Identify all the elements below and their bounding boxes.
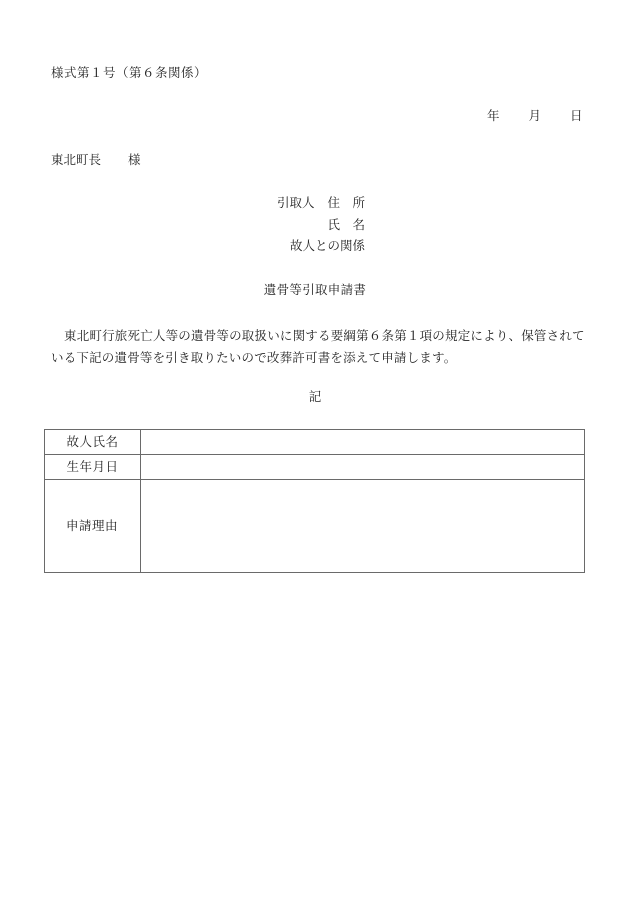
applicant-block — [277, 197, 365, 262]
table-row-application-reason — [45, 480, 585, 573]
table-row-birth-date — [45, 455, 585, 480]
date-month-label: 月 — [528, 108, 542, 123]
ki-heading: 記 — [308, 389, 322, 404]
birth-date-field[interactable] — [141, 455, 585, 480]
application-reason-field[interactable] — [141, 480, 585, 573]
birth-date-label: 生年月日 — [45, 455, 141, 480]
address-label: 住 所 — [327, 195, 365, 210]
document-title: 遺骨等引取申請書 — [263, 282, 367, 297]
detail-table — [44, 429, 585, 573]
applicant-address-row — [277, 197, 365, 219]
addressee — [51, 154, 141, 167]
application-reason-label: 申請理由 — [45, 480, 141, 573]
deceased-name-label: 故人氏名 — [45, 430, 141, 455]
name-label: 氏 名 — [327, 216, 365, 232]
table-row-deceased-name — [45, 430, 585, 455]
applicant-relation-row — [277, 240, 365, 262]
date-day-label: 日 — [570, 108, 583, 123]
applicant-name-row — [277, 216, 365, 241]
date-line — [487, 110, 583, 123]
relation-label: 故人との関係 — [289, 238, 365, 253]
applicant-label: 引取人 — [276, 195, 315, 210]
form-number: 様式第１号（第６条関係） — [51, 65, 208, 80]
deceased-name-field[interactable] — [141, 430, 585, 455]
addressee-honorific: 様 — [128, 152, 141, 167]
date-year-label: 年 — [487, 108, 500, 123]
body-paragraph: 東北町行旅死亡人等の遺骨等の取扱いに関する要綱第６条第１項の規定により、保管されている下記の遺骨等を引き取りたいので改葬許可書を添えて申請します。 — [51, 328, 585, 365]
addressee-name: 東北町長 — [51, 152, 102, 167]
